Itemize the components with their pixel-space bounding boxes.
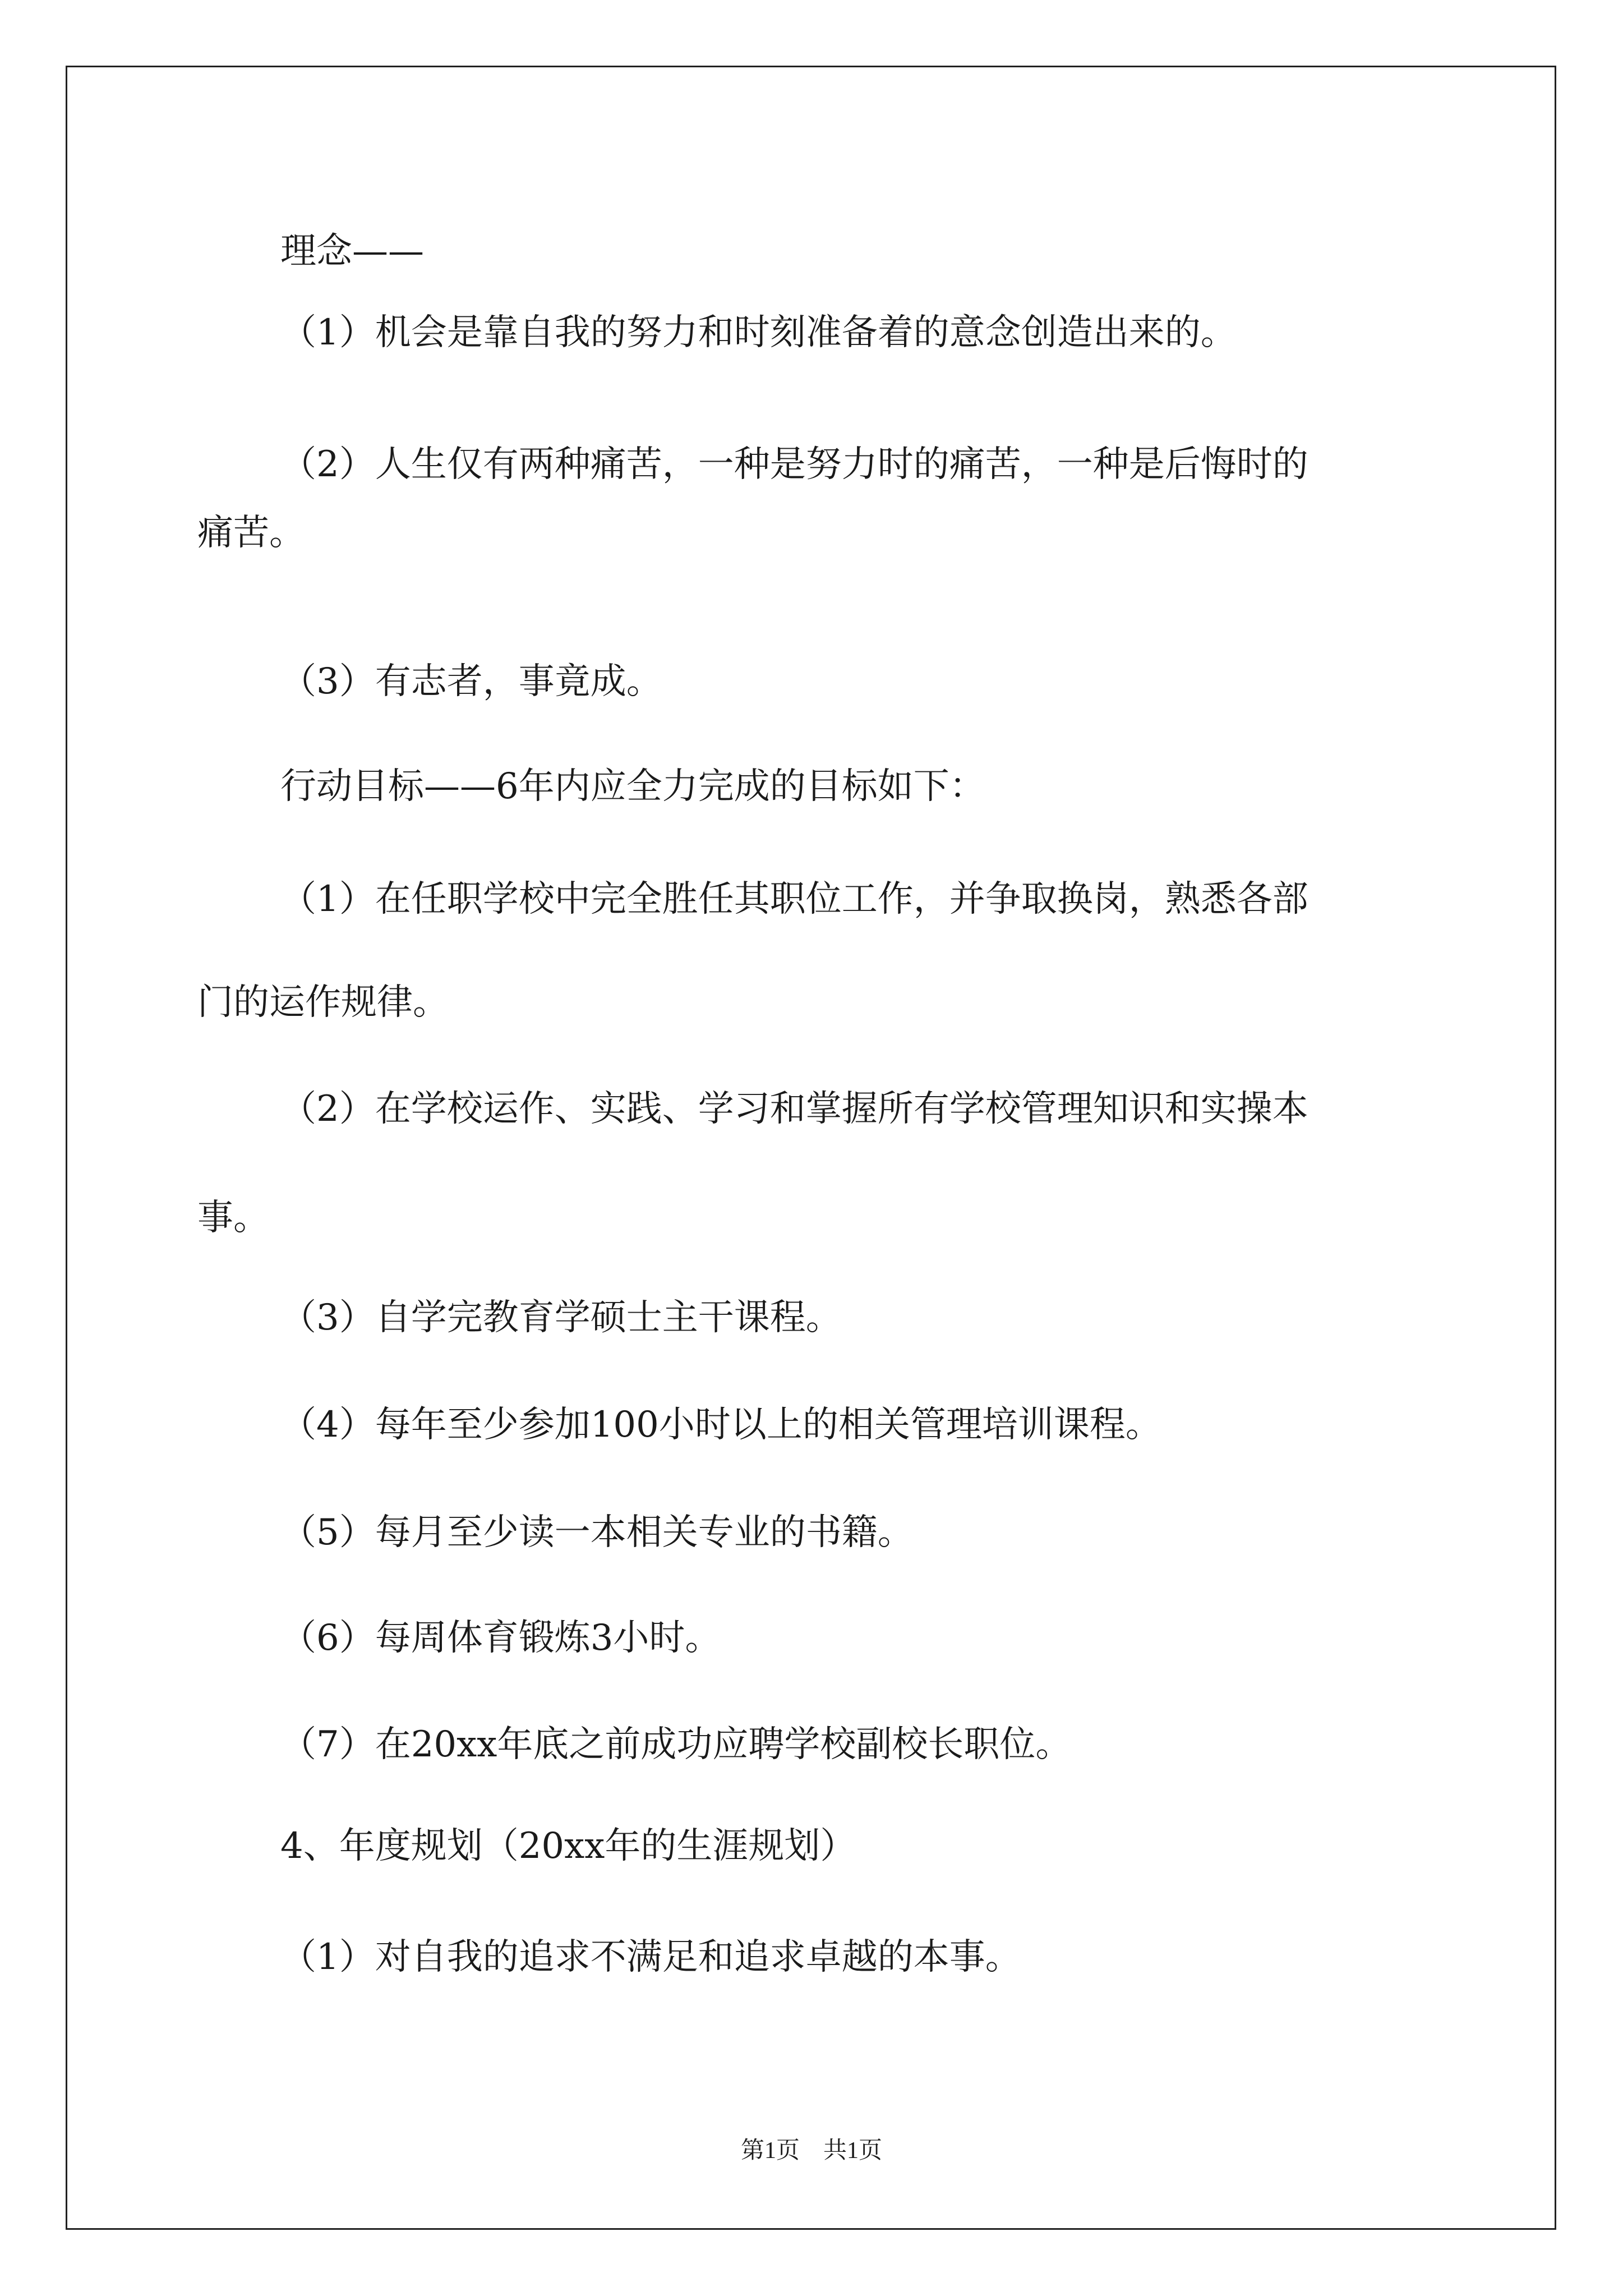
paragraph-goal-2-line1: （2）在学校运作、实践、学习和掌握所有学校管理知识和实操本 <box>280 1088 1308 1130</box>
paragraph-idea-2-line2: 痛苦。 <box>197 512 305 554</box>
paragraph-goal-5: （5）每月至少读一本相关专业的书籍。 <box>280 1512 914 1553</box>
page-border <box>66 66 1556 2230</box>
paragraph-goal-7: （7）在20xx年底之前成功应聘学校副校长职位。 <box>280 1724 1072 1765</box>
paragraph-annual-plan-1: （1）对自我的追求不满足和追求卓越的本事。 <box>280 1936 1021 1978</box>
paragraph-goal-1-line1: （1）在任职学校中完全胜任其职位工作，并争取换岗，熟悉各部 <box>280 878 1308 920</box>
page-number-footer: 第1页 共1页 <box>740 2138 882 2164</box>
paragraph-annual-plan-heading: 4、年度规划（20xx年的生涯规划） <box>280 1825 856 1867</box>
paragraph-goal-6: （6）每周体育锻炼3小时。 <box>280 1617 721 1659</box>
paragraph-idea-heading: 理念—— <box>280 231 424 272</box>
paragraph-idea-1: （1）机会是靠自我的努力和时刻准备着的意念创造出来的。 <box>280 312 1237 353</box>
paragraph-idea-3: （3）有志者，事竟成。 <box>280 661 662 702</box>
paragraph-goal-4: （4）每年至少参加100小时以上的相关管理培训课程。 <box>280 1404 1161 1446</box>
paragraph-goal-1-line2: 门的运作规律。 <box>197 982 449 1023</box>
paragraph-idea-2-line1: （2）人生仅有两种痛苦，一种是努力时的痛苦，一种是后悔时的 <box>280 444 1308 485</box>
paragraph-goal-3: （3）自学完教育学硕士主干课程。 <box>280 1297 842 1338</box>
paragraph-goal-2-line2: 事。 <box>197 1197 269 1239</box>
paragraph-goals-heading: 行动目标——6年内应全力完成的目标如下： <box>280 766 985 807</box>
